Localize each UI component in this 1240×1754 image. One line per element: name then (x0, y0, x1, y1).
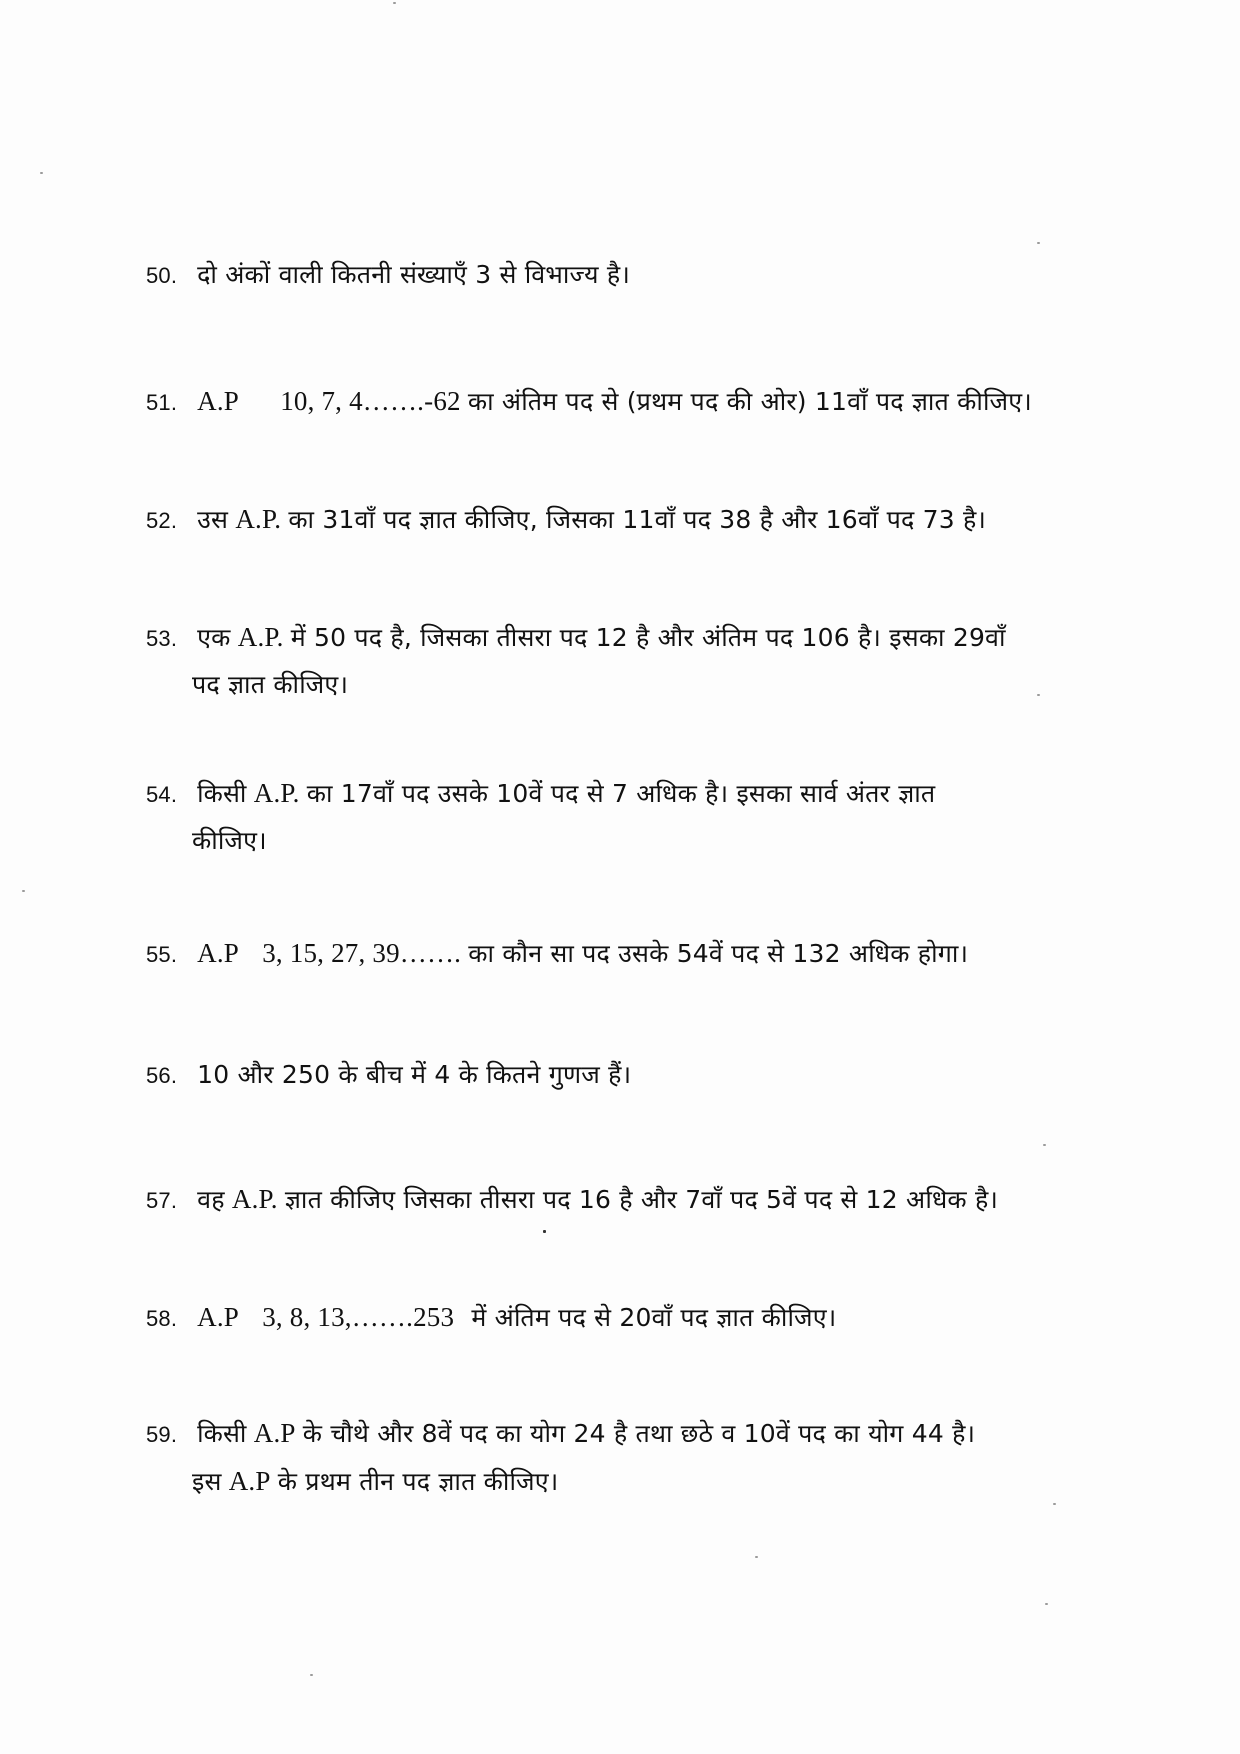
question-number: 52. (146, 508, 178, 533)
question-number: 55. (146, 942, 178, 967)
ap-label: A.P (197, 938, 240, 968)
question-text-start: एक (197, 623, 231, 652)
question-59 (146, 1410, 1106, 1505)
question-text-start: उस (197, 505, 229, 534)
ap-label: A.P (197, 386, 240, 416)
line2-text-start: इस (192, 1467, 222, 1496)
question-text-end: में 50 पद है, जिसका तीसरा पद 12 है और अंतिम पद 106 है। इसका 29वाँ (290, 623, 1006, 652)
question-text: का अंतिम पद से (प्रथम पद की ओर) 11वाँ पद ज्ञात कीजिए। (467, 387, 1032, 416)
question-text-line2 (146, 1458, 1106, 1505)
scan-speck (1037, 242, 1040, 244)
question-52 (146, 496, 1106, 544)
scan-speck (22, 890, 25, 892)
question-number: 58. (146, 1306, 178, 1331)
ap-series: 3, 15, 27, 39……. (262, 938, 462, 968)
scan-speck (543, 1230, 546, 1233)
scan-speck (310, 1674, 313, 1676)
question-text: दो अंकों वाली कितनी संख्याएँ 3 से विभाज्य है। (197, 260, 631, 289)
question-number: 51. (146, 390, 178, 415)
ap-label: A.P. (253, 778, 300, 808)
question-text-line2: कीजिए। (192, 826, 267, 855)
ap-label: A.P (253, 1418, 296, 1448)
ap-label: A.P (197, 1302, 240, 1332)
question-number: 59. (146, 1422, 178, 1447)
question-51 (146, 378, 1106, 426)
question-number: 56. (146, 1063, 178, 1088)
question-text-line2: पद ज्ञात कीजिए। (192, 670, 349, 699)
scan-speck (1037, 694, 1040, 696)
question-text: का कौन सा पद उसके 54वें पद से 132 अधिक होगा। (468, 939, 969, 968)
ap-label: A.P (228, 1466, 271, 1496)
scan-speck (40, 172, 43, 174)
question-53 (146, 614, 1106, 708)
question-number: 54. (146, 782, 178, 807)
question-text-start: किसी (197, 1419, 247, 1448)
scan-speck (755, 1556, 758, 1558)
question-text: में अंतिम पद से 20वाँ पद ज्ञात कीजिए। (471, 1303, 837, 1332)
question-text: 10 और 250 के बीच में 4 के कितने गुणज हैं। (197, 1060, 632, 1089)
ap-label: A.P. (235, 504, 282, 534)
scan-speck (1053, 1503, 1056, 1505)
line2-text-end: के प्रथम तीन पद ज्ञात कीजिए। (277, 1467, 559, 1496)
question-54 (146, 770, 1106, 864)
scan-speck (393, 2, 396, 4)
question-number: 57. (146, 1188, 178, 1213)
question-text-end: ज्ञात कीजिए जिसका तीसरा पद 16 है और 7वाँ पद 5वें पद से 12 अधिक है। (284, 1185, 999, 1214)
question-55 (146, 930, 1106, 978)
scan-speck (1045, 1603, 1048, 1605)
question-text-end: का 31वाँ पद ज्ञात कीजिए, जिसका 11वाँ पद 38 है और 16वाँ पद 73 है। (288, 505, 987, 534)
ap-series: 10, 7, 4…….-62 (280, 386, 461, 416)
question-text-end: का 17वाँ पद उसके 10वें पद से 7 अधिक है। इसका सार्व अंतर ज्ञात (306, 779, 936, 808)
ap-label: A.P. (231, 1184, 278, 1214)
question-text-start: किसी (197, 779, 247, 808)
question-57 (146, 1176, 1106, 1224)
question-58 (146, 1294, 1106, 1342)
question-text-end: के चौथे और 8वें पद का योग 24 है तथा छठे व 10वें पद का योग 44 है। (302, 1419, 976, 1448)
question-number: 53. (146, 626, 178, 651)
question-56 (146, 1052, 1106, 1099)
question-text-start: वह (197, 1185, 225, 1214)
ap-series: 3, 8, 13,…….253 (262, 1302, 455, 1332)
scan-speck (1043, 1144, 1046, 1146)
ap-label: A.P. (237, 622, 284, 652)
question-number: 50. (146, 263, 178, 288)
question-50 (146, 252, 1106, 299)
